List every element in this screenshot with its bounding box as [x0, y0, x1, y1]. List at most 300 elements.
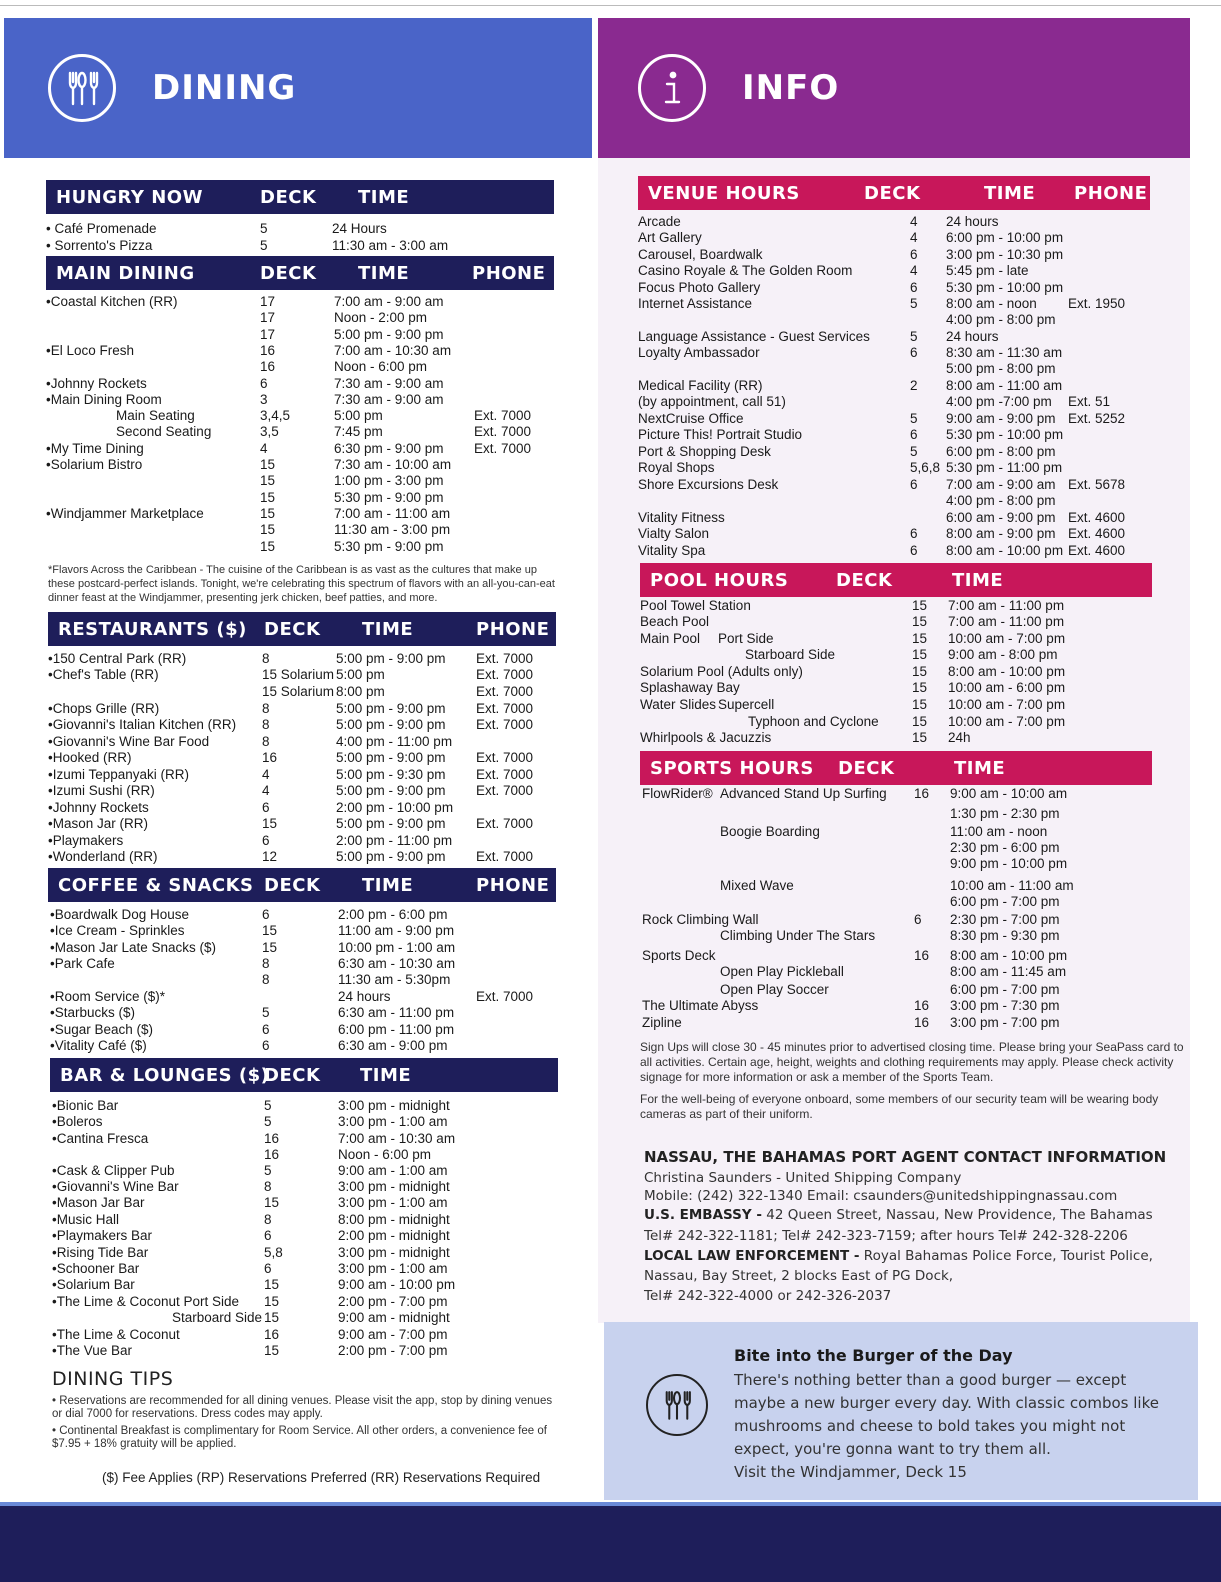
embassy-address: 42 Queen Street, Nassau, New Providence, The Bahamas: [761, 1207, 1153, 1223]
restaurants-header: [48, 612, 556, 646]
venue-name: (by appointment, call 51): [638, 394, 786, 409]
time: 6:30 am - 10:30 am: [338, 956, 456, 971]
table-row: [46, 392, 554, 408]
phone: Ext. 7000: [476, 816, 534, 831]
time: Noon - 2:00 pm: [334, 310, 428, 326]
venue-name: Royal Shops: [638, 460, 715, 475]
venue-name: •The Lime & Coconut: [52, 1327, 180, 1342]
time: 24 hours: [338, 989, 391, 1004]
table-row: [640, 647, 1152, 663]
time: 5:00 pm - 9:00 pm: [336, 750, 446, 765]
time: 5:30 pm - 11:00 pm: [946, 460, 1063, 475]
col-title: MAIN DINING: [56, 262, 195, 284]
table-row: [46, 522, 554, 538]
venue-name: •Wonderland (RR): [48, 849, 158, 864]
table-row: [50, 923, 558, 939]
time: 3:00 pm - midnight: [338, 1098, 450, 1113]
port-agent-title: NASSAU, THE BAHAMAS PORT AGENT CONTACT INFORMATION: [644, 1148, 1167, 1166]
table-row: [46, 457, 554, 473]
time: 3:00 pm - 7:30 pm: [950, 998, 1060, 1013]
sports-signup-note: Sign Ups will close 30 - 45 minutes prior to advertised closing time. Please bring your SeaPass card to all activities. Certain age, height, weights and clothing requirements may apply. Please check activity signage for more information or ask a member of the Sports Team.: [640, 1040, 1184, 1084]
embassy-label: U.S. EMBASSY -: [644, 1207, 762, 1223]
time: 10:00 am - 7:00 pm: [948, 631, 1066, 646]
table-row: [638, 361, 1150, 377]
time: 1:00 pm - 3:00 pm: [334, 473, 444, 489]
time: 7:30 am - 10:00 am: [334, 457, 452, 472]
time: 7:45 pm: [334, 424, 383, 440]
phone: Ext. 4600: [1068, 543, 1126, 558]
table-row: [642, 928, 1154, 944]
deck: 15: [264, 1310, 280, 1325]
col-deck: DECK: [264, 618, 321, 640]
table-row: [640, 664, 1152, 680]
deck: 3: [260, 391, 268, 407]
time: 2:00 pm - 11:00 pm: [336, 833, 453, 848]
time: 24h: [948, 730, 971, 745]
col-deck: DECK: [264, 874, 321, 896]
venue-name: •Park Cafe: [50, 956, 115, 971]
time: 3:00 pm - 1:00 am: [338, 1195, 448, 1210]
time: 8:00 pm - midnight: [338, 1212, 450, 1227]
table-row: [48, 816, 556, 832]
venue-name: •Main Dining Room: [46, 391, 162, 407]
col-title: VENUE HOURS: [648, 182, 800, 204]
time: 4:00 pm - 11:00 pm: [336, 734, 453, 749]
venue-name: •Coastal Kitchen (RR): [46, 294, 178, 309]
col-phone: PHONE: [476, 874, 550, 896]
deck: 5: [910, 296, 918, 311]
venue-name: •150 Central Park (RR): [48, 651, 187, 666]
table-row: [48, 651, 556, 667]
table-row: [52, 1261, 560, 1277]
venue-name: • Café Promenade: [46, 221, 157, 236]
table-row: [50, 972, 558, 988]
time: 3:00 pm - midnight: [338, 1245, 450, 1260]
col-deck: DECK: [260, 262, 317, 284]
time: 5:00 pm - 9:00 pm: [336, 651, 446, 666]
table-row: [638, 444, 1150, 460]
deck: 16: [264, 1147, 280, 1162]
deck: 8: [264, 1179, 272, 1194]
deck: 15: [912, 697, 928, 712]
activity: Mixed Wave: [720, 878, 794, 893]
table-row: [642, 1015, 1154, 1031]
col-deck: DECK: [836, 569, 893, 591]
table-row: [46, 490, 554, 506]
table-row: [638, 296, 1150, 312]
time: 5:30 pm - 10:00 pm: [946, 427, 1064, 442]
time: 6:00 pm - 11:00 pm: [338, 1022, 455, 1037]
deck: 5: [264, 1163, 272, 1178]
deck: 15: [260, 473, 276, 489]
venue-name: Art Gallery: [638, 230, 702, 245]
venue-name: •Chops Grille (RR): [48, 701, 160, 716]
venue-name: •Giovanni's Wine Bar Food: [48, 734, 210, 749]
time: 24 hours: [946, 214, 999, 229]
deck: 5,6,8: [910, 460, 941, 475]
table-row: [46, 376, 554, 392]
deck: 15: [260, 538, 276, 554]
time: 11:30 am - 5:30pm: [338, 972, 451, 987]
deck: 6: [262, 1022, 270, 1037]
time: 9:00 am - 7:00 pm: [338, 1327, 448, 1342]
deck: 16: [264, 1131, 280, 1146]
deck: 6: [262, 907, 270, 922]
table-row: [50, 956, 558, 972]
table-row: [46, 221, 554, 237]
col-time: TIME: [358, 186, 410, 208]
phone: Ext. 7000: [476, 701, 534, 716]
table-row: [46, 343, 554, 359]
deck: 15: [912, 647, 928, 662]
time: 8:30 pm - 9:30 pm: [950, 928, 1060, 943]
burger-promo: [604, 1322, 1198, 1500]
time: 6:00 pm - 8:00 pm: [946, 444, 1056, 459]
table-row: [46, 238, 554, 254]
table-row: [52, 1163, 560, 1179]
dining-tip-2: • Continental Breakfast is complimentary for Room Service. All other orders, a convenience fee of $7.95 + 18% gratuity will be applied.: [52, 1425, 547, 1450]
venue-name: The Ultimate Abyss: [642, 998, 759, 1013]
col-title: RESTAURANTS ($): [58, 618, 247, 640]
venue-name: Second Seating: [116, 424, 212, 440]
time: 7:00 am - 11:00 pm: [948, 614, 1065, 629]
venue-name: •Playmakers: [48, 833, 124, 848]
deck: 16: [260, 342, 276, 358]
dining-tips-title: DINING TIPS: [52, 1368, 174, 1390]
time: 5:45 pm - late: [946, 263, 1029, 278]
time: 8:00 am - 10:00 pm: [948, 664, 1066, 679]
phone: Ext. 7000: [476, 750, 534, 765]
venue-name: •Mason Jar (RR): [48, 816, 148, 831]
time: 3:00 pm - midnight: [338, 1179, 450, 1194]
time: 24 hours: [946, 329, 999, 344]
venue-name: Vitality Spa: [638, 543, 706, 558]
venue-name: •My Time Dining: [46, 440, 144, 456]
venue-name: Rock Climbing Wall: [642, 912, 759, 927]
time: 3:00 pm - 1:00 am: [338, 1114, 448, 1129]
deck: 6: [262, 833, 270, 848]
deck: 12: [262, 849, 278, 864]
table-row: [642, 912, 1154, 928]
venue-name: •Starbucks ($): [50, 1005, 136, 1020]
deck: 6: [910, 247, 918, 262]
venue-name: •Ice Cream - Sprinkles: [50, 923, 185, 938]
security-note: For the well-being of everyone onboard, some members of our security team will be wearing body cameras as part of their uniform.: [640, 1092, 1159, 1121]
table-row: [640, 680, 1152, 696]
table-row: [52, 1098, 560, 1114]
venue-name: •Windjammer Marketplace: [46, 505, 204, 521]
deck: 5: [260, 221, 268, 236]
table-row: [52, 1327, 560, 1343]
venue-name: •Solarium Bistro: [46, 457, 143, 472]
venue-name: NextCruise Office: [638, 411, 744, 426]
col-deck: DECK: [264, 1064, 321, 1086]
deck: 15: [912, 598, 928, 613]
table-row: [642, 856, 1154, 872]
info-title: INFO: [742, 68, 840, 108]
deck: 4: [262, 767, 270, 782]
deck: 8: [262, 734, 270, 749]
venue-name: •Playmakers Bar: [52, 1228, 153, 1243]
promo-body: [734, 1369, 1174, 1484]
deck: 16: [260, 359, 276, 375]
fork-knife-icon: [48, 54, 116, 122]
table-row: [640, 697, 1152, 713]
venue-name: •The Lime & Coconut Port Side: [52, 1294, 240, 1309]
table-row: [640, 614, 1152, 630]
info-icon: [638, 54, 706, 122]
dining-tip-1: • Reservations are recommended for all dining venues. Please visit the app, stop by dining venues or dial 7000 for reservations. Dress codes may apply.: [52, 1395, 553, 1420]
table-row: [48, 750, 556, 766]
fork-knife-icon: [646, 1374, 708, 1436]
table-row: [638, 460, 1150, 476]
venue-name: Medical Facility (RR): [638, 378, 763, 393]
phone: Ext. 51: [1068, 394, 1111, 409]
law-tel: Tel# 242-322-4000 or 242-326-2037: [644, 1288, 892, 1304]
sub-venue: Supercell: [718, 697, 775, 712]
phone: Ext. 1950: [1068, 296, 1126, 311]
activity: Open Play Soccer: [720, 982, 829, 997]
time: 5:00 pm - 9:00 pm: [336, 701, 446, 716]
time: 6:30 am - 11:00 pm: [338, 1005, 455, 1020]
embassy-tel: Tel# 242-322-1181; Tel# 242-323-7159; after hours Tel# 242-328-2206: [644, 1228, 1128, 1244]
table-row: [640, 598, 1152, 614]
venue-name: Picture This! Portrait Studio: [638, 427, 803, 442]
venue-name: Port & Shopping Desk: [638, 444, 771, 459]
time: 9:00 am - 9:00 pm: [946, 411, 1056, 426]
deck: 6: [910, 526, 918, 541]
venue-name: •Bionic Bar: [52, 1098, 119, 1113]
phone: Ext. 7000: [474, 440, 532, 456]
venue-name: FlowRider®: [642, 786, 713, 801]
phone: Ext. 7000: [476, 989, 534, 1004]
venue-name: Zipline: [642, 1015, 682, 1030]
time: 6:30 am - 9:00 pm: [338, 1038, 448, 1053]
deck: 6: [264, 1261, 272, 1276]
venue-name: •Chef's Table (RR): [48, 667, 159, 682]
deck: 15: [264, 1294, 280, 1309]
time: 6:00 pm - 7:00 pm: [950, 982, 1060, 997]
port-agent-mobile: Mobile: (242) 322-1340 Email: csaunders@unitedshippingnassau.com: [644, 1188, 1118, 1204]
col-deck: DECK: [838, 757, 895, 779]
phone: Ext. 7000: [474, 408, 532, 424]
table-row: [46, 359, 554, 375]
col-phone: PHONE: [472, 262, 546, 284]
time: 9:00 am - 8:00 pm: [948, 647, 1058, 662]
deck: 17: [260, 310, 276, 326]
port-agent-name: Christina Saunders - United Shipping Company: [644, 1170, 962, 1186]
deck: 4: [262, 783, 270, 798]
main-dining-header: [46, 256, 554, 290]
promo-cta: Visit the Windjammer, Deck 15: [734, 1463, 967, 1481]
deck: 6: [910, 427, 918, 442]
law-line: [644, 1248, 1153, 1264]
table-row: [52, 1179, 560, 1195]
table-row: [642, 964, 1154, 980]
table-row: [642, 824, 1154, 840]
venue-name: •Cantina Fresca: [52, 1131, 149, 1146]
deck: 8: [264, 1212, 272, 1227]
table-row: [48, 717, 556, 733]
deck: 5: [264, 1114, 272, 1129]
table-row: [638, 329, 1150, 345]
coffee-header: [48, 868, 556, 902]
deck: 17: [260, 294, 276, 309]
venue-name: Starboard Side: [172, 1310, 263, 1325]
deck: 15: [260, 489, 276, 505]
table-row: [46, 310, 554, 326]
table-row: [638, 543, 1150, 559]
time: Noon - 6:00 pm: [338, 1147, 432, 1162]
deck: 5,8: [264, 1245, 283, 1260]
table-row: [46, 424, 554, 440]
table-row: [50, 1005, 558, 1021]
table-row: [48, 800, 556, 816]
deck: 4: [910, 214, 918, 229]
deck: 15 Solarium: [262, 667, 335, 682]
table-row: [50, 1038, 558, 1054]
deck: 15: [912, 714, 928, 729]
venue-name: •Sugar Beach ($): [50, 1022, 154, 1037]
time: 3:00 pm - 10:30 pm: [946, 247, 1064, 262]
phone: Ext. 7000: [476, 767, 534, 782]
table-row: [46, 294, 554, 310]
time: 4:00 pm -7:00 pm: [946, 394, 1052, 409]
col-title: COFFEE & SNACKS: [58, 874, 254, 896]
venue-name: •El Loco Fresh: [46, 342, 135, 358]
table-row: [638, 230, 1150, 246]
col-time: TIME: [952, 569, 1004, 591]
time: 2:00 pm - 7:00 pm: [338, 1343, 448, 1358]
time: 5:30 pm - 9:00 pm: [334, 489, 444, 505]
col-title: SPORTS HOURS: [650, 757, 814, 779]
table-row: [638, 247, 1150, 263]
time: 11:30 am - 3:00 pm: [334, 522, 451, 538]
promo-text: There's nothing better than a good burger — except maybe a new burger every day. With classic combos like mushrooms and cheese to bold takes you might not expect, you're gonna want to try them all.: [734, 1371, 1159, 1458]
time: 8:00 am - noon: [946, 296, 1037, 311]
col-time: TIME: [360, 1064, 412, 1086]
table-row: [52, 1147, 560, 1163]
deck: 15: [264, 1343, 280, 1358]
table-row: [642, 786, 1154, 802]
venue-name: Language Assistance - Guest Services: [638, 329, 870, 344]
table-row: [52, 1294, 560, 1310]
time: 11:00 am - 9:00 pm: [338, 923, 455, 938]
time: 7:00 am - 9:00 am: [946, 477, 1056, 492]
table-row: [48, 667, 556, 683]
table-row: [638, 280, 1150, 296]
venue-name: Carousel, Boardwalk: [638, 247, 763, 262]
venue-name: Sports Deck: [642, 948, 716, 963]
venue-name: Casino Royale & The Golden Room: [638, 263, 853, 278]
time: 7:00 am - 11:00 am: [334, 505, 451, 521]
time: 7:00 am - 10:30 am: [338, 1131, 456, 1146]
time: 5:00 pm - 9:00 pm: [336, 849, 446, 864]
table-row: [638, 378, 1150, 394]
time: 11:00 am - noon: [950, 824, 1048, 839]
time: 6:00 am - 9:00 pm: [946, 510, 1056, 525]
venue-name: Shore Excursions Desk: [638, 477, 779, 492]
table-row: [640, 730, 1152, 746]
deck: 16: [262, 750, 278, 765]
time: 9:00 am - midnight: [338, 1310, 450, 1325]
table-row: [52, 1131, 560, 1147]
deck: 6: [910, 477, 918, 492]
deck: 6: [910, 280, 918, 295]
table-row: [48, 767, 556, 783]
deck: 8: [262, 956, 270, 971]
table-row: [50, 940, 558, 956]
venue-name: Solarium Pool (Adults only): [640, 664, 803, 679]
time: 8:00 am - 11:00 am: [946, 378, 1063, 393]
time: 5:00 pm: [334, 408, 383, 424]
venue-name: •Mason Jar Late Snacks ($): [50, 940, 217, 955]
col-deck: DECK: [260, 186, 317, 208]
table-row: [638, 312, 1150, 328]
venue-name: •Solarium Bar: [52, 1277, 135, 1292]
table-row: [50, 989, 558, 1005]
phone: Ext. 7000: [476, 667, 534, 682]
time: 3:00 pm - 1:00 am: [338, 1261, 448, 1276]
deck: 15: [260, 505, 276, 521]
table-row: [642, 878, 1154, 894]
venue-name: Arcade: [638, 214, 681, 229]
deck: 6: [910, 345, 918, 360]
deck: 15: [912, 680, 928, 695]
sports-hours-header: [640, 751, 1152, 785]
table-row: [52, 1343, 560, 1359]
table-row: [50, 1022, 558, 1038]
venue-name: Pool Towel Station: [640, 598, 751, 613]
dining-banner: [4, 18, 592, 158]
deck: 16: [914, 786, 930, 801]
table-row: [640, 714, 1152, 730]
venue-name: •Hooked (RR): [48, 750, 132, 765]
col-time: TIME: [954, 757, 1006, 779]
col-title: POOL HOURS: [650, 569, 789, 591]
table-row: [640, 631, 1152, 647]
table-row: [52, 1310, 560, 1326]
col-title: HUNGRY NOW: [56, 186, 203, 208]
deck: 15: [912, 614, 928, 629]
deck: 15: [260, 522, 276, 538]
time: 6:00 pm - 7:00 pm: [950, 894, 1060, 909]
table-row: [638, 345, 1150, 361]
venue-hours-header: [638, 176, 1150, 210]
deck: 15: [912, 631, 928, 646]
time: 8:00 am - 10:00 pm: [950, 948, 1068, 963]
time: 10:00 am - 7:00 pm: [948, 714, 1066, 729]
time: 5:00 pm: [336, 667, 385, 682]
time: 2:00 pm - 6:00 pm: [338, 907, 448, 922]
time: 7:00 am - 11:00 pm: [948, 598, 1065, 613]
hungry-now-header: [46, 180, 554, 214]
table-row: [52, 1195, 560, 1211]
bars-header: [50, 1058, 558, 1092]
venue-name: •Boardwalk Dog House: [50, 907, 190, 922]
bottom-bar: [0, 1506, 1221, 1582]
embassy-line: [644, 1207, 1153, 1223]
time: 7:30 am - 9:00 am: [334, 391, 444, 407]
venue-name: •Mason Jar Bar: [52, 1195, 145, 1210]
venue-name: •The Vue Bar: [52, 1343, 133, 1358]
time: 10:00 am - 11:00 am: [950, 878, 1074, 893]
deck: 5: [910, 329, 918, 344]
venue-name: Focus Photo Gallery: [638, 280, 761, 295]
venue-name: Main Seating: [116, 408, 195, 424]
table-row: [48, 701, 556, 717]
deck: 8: [262, 651, 270, 666]
